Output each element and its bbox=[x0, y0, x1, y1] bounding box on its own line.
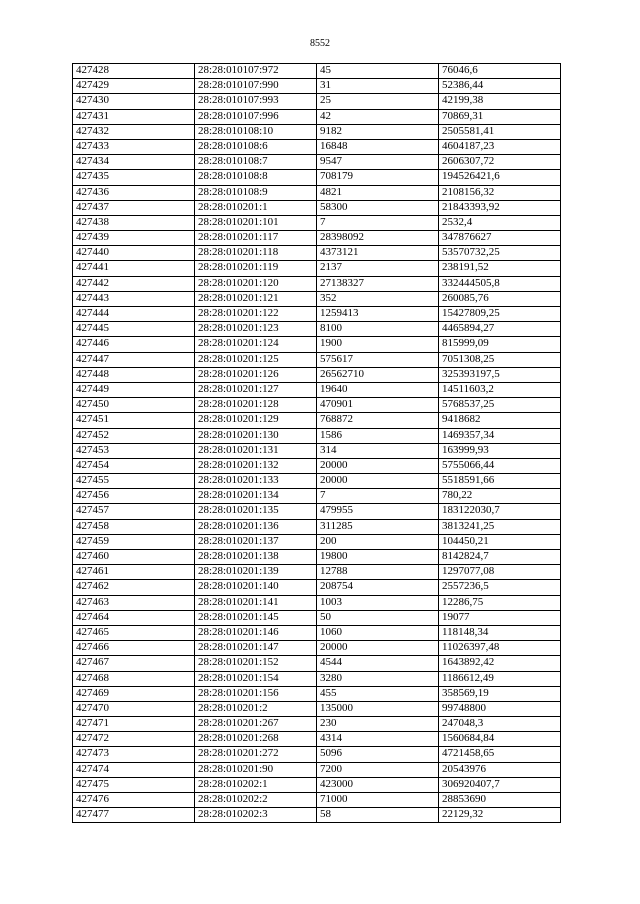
table-row bbox=[73, 474, 561, 489]
area-cell: 352 bbox=[317, 291, 439, 306]
area-cell: 26562710 bbox=[317, 367, 439, 382]
area-cell: 1900 bbox=[317, 337, 439, 352]
area-cell: 58 bbox=[317, 808, 439, 823]
value-cell: 2532,4 bbox=[439, 215, 561, 230]
value-cell: 260085,76 bbox=[439, 291, 561, 306]
cadastral-number-cell: 28:28:010201:118 bbox=[195, 246, 317, 261]
row-id-cell: 427462 bbox=[73, 580, 195, 595]
value-cell: 2557236,5 bbox=[439, 580, 561, 595]
area-cell: 7 bbox=[317, 215, 439, 230]
table-row bbox=[73, 413, 561, 428]
cadastral-number-cell: 28:28:010201:101 bbox=[195, 215, 317, 230]
table-row bbox=[73, 777, 561, 792]
row-id-cell: 427441 bbox=[73, 261, 195, 276]
area-cell: 25 bbox=[317, 94, 439, 109]
area-cell: 12788 bbox=[317, 565, 439, 580]
row-id-cell: 427467 bbox=[73, 656, 195, 671]
table-row bbox=[73, 246, 561, 261]
cadastral-number-cell: 28:28:010107:996 bbox=[195, 109, 317, 124]
row-id-cell: 427475 bbox=[73, 777, 195, 792]
area-cell: 768872 bbox=[317, 413, 439, 428]
cadastral-number-cell: 28:28:010201:154 bbox=[195, 671, 317, 686]
row-id-cell: 427463 bbox=[73, 595, 195, 610]
row-id-cell: 427448 bbox=[73, 367, 195, 382]
row-id-cell: 427447 bbox=[73, 352, 195, 367]
table-row bbox=[73, 717, 561, 732]
row-id-cell: 427444 bbox=[73, 307, 195, 322]
value-cell: 5768537,25 bbox=[439, 398, 561, 413]
cadastral-number-cell: 28:28:010201:125 bbox=[195, 352, 317, 367]
row-id-cell: 427458 bbox=[73, 519, 195, 534]
row-id-cell: 427454 bbox=[73, 458, 195, 473]
cadastral-number-cell: 28:28:010201:131 bbox=[195, 443, 317, 458]
value-cell: 194526421,6 bbox=[439, 170, 561, 185]
value-cell: 4604187,23 bbox=[439, 139, 561, 154]
row-id-cell: 427455 bbox=[73, 474, 195, 489]
value-cell: 5518591,66 bbox=[439, 474, 561, 489]
cadastral-number-cell: 28:28:010201:132 bbox=[195, 458, 317, 473]
row-id-cell: 427466 bbox=[73, 641, 195, 656]
table-row bbox=[73, 656, 561, 671]
value-cell: 76046,6 bbox=[439, 64, 561, 79]
row-id-cell: 427442 bbox=[73, 276, 195, 291]
row-id-cell: 427449 bbox=[73, 382, 195, 397]
cadastral-number-cell: 28:28:010201:156 bbox=[195, 686, 317, 701]
value-cell: 3813241,25 bbox=[439, 519, 561, 534]
cadastral-number-cell: 28:28:010201:268 bbox=[195, 732, 317, 747]
row-id-cell: 427451 bbox=[73, 413, 195, 428]
value-cell: 183122030,7 bbox=[439, 504, 561, 519]
row-id-cell: 427436 bbox=[73, 185, 195, 200]
cadastral-number-cell: 28:28:010201:133 bbox=[195, 474, 317, 489]
value-cell: 20543976 bbox=[439, 762, 561, 777]
area-cell: 4821 bbox=[317, 185, 439, 200]
table-row bbox=[73, 443, 561, 458]
area-cell: 8100 bbox=[317, 322, 439, 337]
cadastral-number-cell: 28:28:010201:122 bbox=[195, 307, 317, 322]
value-cell: 99748800 bbox=[439, 701, 561, 716]
cadastral-number-cell: 28:28:010202:3 bbox=[195, 808, 317, 823]
value-cell: 1560684,84 bbox=[439, 732, 561, 747]
row-id-cell: 427428 bbox=[73, 64, 195, 79]
table-row bbox=[73, 139, 561, 154]
cadastral-number-cell: 28:28:010107:972 bbox=[195, 64, 317, 79]
area-cell: 20000 bbox=[317, 474, 439, 489]
table-row bbox=[73, 489, 561, 504]
cadastral-number-cell: 28:28:010108:10 bbox=[195, 124, 317, 139]
area-cell: 470901 bbox=[317, 398, 439, 413]
row-id-cell: 427440 bbox=[73, 246, 195, 261]
value-cell: 238191,52 bbox=[439, 261, 561, 276]
row-id-cell: 427429 bbox=[73, 79, 195, 94]
area-cell: 200 bbox=[317, 534, 439, 549]
row-id-cell: 427470 bbox=[73, 701, 195, 716]
table-row bbox=[73, 762, 561, 777]
cadastral-number-cell: 28:28:010201:272 bbox=[195, 747, 317, 762]
table-row bbox=[73, 504, 561, 519]
value-cell: 52386,44 bbox=[439, 79, 561, 94]
value-cell: 4721458,65 bbox=[439, 747, 561, 762]
area-cell: 50 bbox=[317, 610, 439, 625]
area-cell: 135000 bbox=[317, 701, 439, 716]
value-cell: 4465894,27 bbox=[439, 322, 561, 337]
value-cell: 1297077,08 bbox=[439, 565, 561, 580]
cadastral-number-cell: 28:28:010108:9 bbox=[195, 185, 317, 200]
table-row bbox=[73, 64, 561, 79]
area-cell: 7200 bbox=[317, 762, 439, 777]
cadastral-number-cell: 28:28:010107:990 bbox=[195, 79, 317, 94]
table-row bbox=[73, 276, 561, 291]
cadastral-number-cell: 28:28:010201:140 bbox=[195, 580, 317, 595]
table-row bbox=[73, 155, 561, 170]
cadastral-number-cell: 28:28:010201:152 bbox=[195, 656, 317, 671]
row-id-cell: 427434 bbox=[73, 155, 195, 170]
table-row bbox=[73, 747, 561, 762]
area-cell: 19640 bbox=[317, 382, 439, 397]
area-cell: 4544 bbox=[317, 656, 439, 671]
value-cell: 22129,32 bbox=[439, 808, 561, 823]
value-cell: 70869,31 bbox=[439, 109, 561, 124]
table-row bbox=[73, 109, 561, 124]
row-id-cell: 427471 bbox=[73, 717, 195, 732]
table-row bbox=[73, 215, 561, 230]
value-cell: 780,22 bbox=[439, 489, 561, 504]
table-row bbox=[73, 580, 561, 595]
cadastral-number-cell: 28:28:010201:117 bbox=[195, 231, 317, 246]
row-id-cell: 427432 bbox=[73, 124, 195, 139]
area-cell: 314 bbox=[317, 443, 439, 458]
cadastral-number-cell: 28:28:010108:7 bbox=[195, 155, 317, 170]
cadastral-number-cell: 28:28:010201:120 bbox=[195, 276, 317, 291]
table-row bbox=[73, 701, 561, 716]
table-row bbox=[73, 595, 561, 610]
value-cell: 11026397,48 bbox=[439, 641, 561, 656]
row-id-cell: 427469 bbox=[73, 686, 195, 701]
row-id-cell: 427453 bbox=[73, 443, 195, 458]
area-cell: 3280 bbox=[317, 671, 439, 686]
row-id-cell: 427459 bbox=[73, 534, 195, 549]
row-id-cell: 427433 bbox=[73, 139, 195, 154]
area-cell: 5096 bbox=[317, 747, 439, 762]
table-row bbox=[73, 458, 561, 473]
table-row bbox=[73, 200, 561, 215]
row-id-cell: 427476 bbox=[73, 793, 195, 808]
table-row bbox=[73, 291, 561, 306]
row-id-cell: 427450 bbox=[73, 398, 195, 413]
area-cell: 455 bbox=[317, 686, 439, 701]
table-row bbox=[73, 625, 561, 640]
value-cell: 1186612,49 bbox=[439, 671, 561, 686]
area-cell: 1259413 bbox=[317, 307, 439, 322]
value-cell: 1469357,34 bbox=[439, 428, 561, 443]
cadastral-number-cell: 28:28:010107:993 bbox=[195, 94, 317, 109]
page-number: 8552 bbox=[310, 38, 330, 49]
area-cell: 311285 bbox=[317, 519, 439, 534]
value-cell: 358569,19 bbox=[439, 686, 561, 701]
value-cell: 347876627 bbox=[439, 231, 561, 246]
cadastral-number-cell: 28:28:010201:146 bbox=[195, 625, 317, 640]
area-cell: 20000 bbox=[317, 641, 439, 656]
cadastral-number-cell: 28:28:010201:145 bbox=[195, 610, 317, 625]
cadastral-number-cell: 28:28:010201:134 bbox=[195, 489, 317, 504]
table-row bbox=[73, 307, 561, 322]
value-cell: 2108156,32 bbox=[439, 185, 561, 200]
value-cell: 9418682 bbox=[439, 413, 561, 428]
row-id-cell: 427452 bbox=[73, 428, 195, 443]
value-cell: 7051308,25 bbox=[439, 352, 561, 367]
table-row bbox=[73, 322, 561, 337]
row-id-cell: 427457 bbox=[73, 504, 195, 519]
cadastral-number-cell: 28:28:010201:141 bbox=[195, 595, 317, 610]
row-id-cell: 427477 bbox=[73, 808, 195, 823]
row-id-cell: 427439 bbox=[73, 231, 195, 246]
area-cell: 16848 bbox=[317, 139, 439, 154]
table-row bbox=[73, 367, 561, 382]
row-id-cell: 427431 bbox=[73, 109, 195, 124]
area-cell: 19800 bbox=[317, 550, 439, 565]
value-cell: 19077 bbox=[439, 610, 561, 625]
table-row bbox=[73, 261, 561, 276]
value-cell: 104450,21 bbox=[439, 534, 561, 549]
cadastral-number-cell: 28:28:010201:267 bbox=[195, 717, 317, 732]
area-cell: 28398092 bbox=[317, 231, 439, 246]
value-cell: 332444505,8 bbox=[439, 276, 561, 291]
value-cell: 118148,34 bbox=[439, 625, 561, 640]
row-id-cell: 427468 bbox=[73, 671, 195, 686]
area-cell: 71000 bbox=[317, 793, 439, 808]
area-cell: 9547 bbox=[317, 155, 439, 170]
data-table bbox=[72, 63, 561, 823]
table-row bbox=[73, 124, 561, 139]
area-cell: 1003 bbox=[317, 595, 439, 610]
table-row bbox=[73, 534, 561, 549]
area-cell: 4314 bbox=[317, 732, 439, 747]
row-id-cell: 427473 bbox=[73, 747, 195, 762]
area-cell: 4373121 bbox=[317, 246, 439, 261]
area-cell: 42 bbox=[317, 109, 439, 124]
value-cell: 28853690 bbox=[439, 793, 561, 808]
value-cell: 15427809,25 bbox=[439, 307, 561, 322]
cadastral-number-cell: 28:28:010202:1 bbox=[195, 777, 317, 792]
table-row bbox=[73, 398, 561, 413]
value-cell: 2606307,72 bbox=[439, 155, 561, 170]
row-id-cell: 427464 bbox=[73, 610, 195, 625]
area-cell: 20000 bbox=[317, 458, 439, 473]
cadastral-number-cell: 28:28:010202:2 bbox=[195, 793, 317, 808]
cadastral-number-cell: 28:28:010201:139 bbox=[195, 565, 317, 580]
value-cell: 5755066,44 bbox=[439, 458, 561, 473]
table-row bbox=[73, 94, 561, 109]
cadastral-number-cell: 28:28:010201:126 bbox=[195, 367, 317, 382]
cadastral-number-cell: 28:28:010201:135 bbox=[195, 504, 317, 519]
cadastral-number-cell: 28:28:010201:130 bbox=[195, 428, 317, 443]
value-cell: 163999,93 bbox=[439, 443, 561, 458]
row-id-cell: 427445 bbox=[73, 322, 195, 337]
area-cell: 575617 bbox=[317, 352, 439, 367]
table-row bbox=[73, 170, 561, 185]
table-row bbox=[73, 732, 561, 747]
area-cell: 27138327 bbox=[317, 276, 439, 291]
value-cell: 42199,38 bbox=[439, 94, 561, 109]
table-row bbox=[73, 793, 561, 808]
row-id-cell: 427438 bbox=[73, 215, 195, 230]
row-id-cell: 427437 bbox=[73, 200, 195, 215]
row-id-cell: 427443 bbox=[73, 291, 195, 306]
value-cell: 8142824,7 bbox=[439, 550, 561, 565]
cadastral-number-cell: 28:28:010201:128 bbox=[195, 398, 317, 413]
cadastral-number-cell: 28:28:010201:2 bbox=[195, 701, 317, 716]
value-cell: 21843393,92 bbox=[439, 200, 561, 215]
table-row bbox=[73, 610, 561, 625]
area-cell: 1060 bbox=[317, 625, 439, 640]
cadastral-number-cell: 28:28:010201:138 bbox=[195, 550, 317, 565]
cadastral-number-cell: 28:28:010201:90 bbox=[195, 762, 317, 777]
table-row bbox=[73, 337, 561, 352]
row-id-cell: 427460 bbox=[73, 550, 195, 565]
table-row bbox=[73, 231, 561, 246]
value-cell: 53570732,25 bbox=[439, 246, 561, 261]
value-cell: 815999,09 bbox=[439, 337, 561, 352]
area-cell: 423000 bbox=[317, 777, 439, 792]
area-cell: 31 bbox=[317, 79, 439, 94]
value-cell: 14511603,2 bbox=[439, 382, 561, 397]
table-row bbox=[73, 352, 561, 367]
area-cell: 479955 bbox=[317, 504, 439, 519]
value-cell: 306920407,7 bbox=[439, 777, 561, 792]
table-row bbox=[73, 382, 561, 397]
cadastral-number-cell: 28:28:010201:137 bbox=[195, 534, 317, 549]
row-id-cell: 427446 bbox=[73, 337, 195, 352]
cadastral-number-cell: 28:28:010201:121 bbox=[195, 291, 317, 306]
row-id-cell: 427472 bbox=[73, 732, 195, 747]
cadastral-number-cell: 28:28:010201:124 bbox=[195, 337, 317, 352]
value-cell: 1643892,42 bbox=[439, 656, 561, 671]
cadastral-number-cell: 28:28:010201:127 bbox=[195, 382, 317, 397]
table-body bbox=[73, 64, 561, 823]
area-cell: 208754 bbox=[317, 580, 439, 595]
row-id-cell: 427474 bbox=[73, 762, 195, 777]
value-cell: 247048,3 bbox=[439, 717, 561, 732]
table-row bbox=[73, 550, 561, 565]
area-cell: 1586 bbox=[317, 428, 439, 443]
area-cell: 2137 bbox=[317, 261, 439, 276]
cadastral-number-cell: 28:28:010201:123 bbox=[195, 322, 317, 337]
area-cell: 45 bbox=[317, 64, 439, 79]
row-id-cell: 427456 bbox=[73, 489, 195, 504]
area-cell: 9182 bbox=[317, 124, 439, 139]
table-row bbox=[73, 641, 561, 656]
area-cell: 708179 bbox=[317, 170, 439, 185]
table-row bbox=[73, 428, 561, 443]
row-id-cell: 427465 bbox=[73, 625, 195, 640]
cadastral-number-cell: 28:28:010201:119 bbox=[195, 261, 317, 276]
area-cell: 58300 bbox=[317, 200, 439, 215]
value-cell: 12286,75 bbox=[439, 595, 561, 610]
cadastral-number-cell: 28:28:010108:8 bbox=[195, 170, 317, 185]
table-row bbox=[73, 79, 561, 94]
area-cell: 230 bbox=[317, 717, 439, 732]
row-id-cell: 427430 bbox=[73, 94, 195, 109]
table-row bbox=[73, 565, 561, 580]
cadastral-number-cell: 28:28:010201:136 bbox=[195, 519, 317, 534]
row-id-cell: 427435 bbox=[73, 170, 195, 185]
value-cell: 325393197,5 bbox=[439, 367, 561, 382]
cadastral-number-cell: 28:28:010108:6 bbox=[195, 139, 317, 154]
table-row bbox=[73, 808, 561, 823]
table-row bbox=[73, 671, 561, 686]
row-id-cell: 427461 bbox=[73, 565, 195, 580]
cadastral-number-cell: 28:28:010201:1 bbox=[195, 200, 317, 215]
table-row bbox=[73, 519, 561, 534]
table-row bbox=[73, 686, 561, 701]
area-cell: 7 bbox=[317, 489, 439, 504]
cadastral-number-cell: 28:28:010201:129 bbox=[195, 413, 317, 428]
table-row bbox=[73, 185, 561, 200]
value-cell: 2505581,41 bbox=[439, 124, 561, 139]
cadastral-number-cell: 28:28:010201:147 bbox=[195, 641, 317, 656]
